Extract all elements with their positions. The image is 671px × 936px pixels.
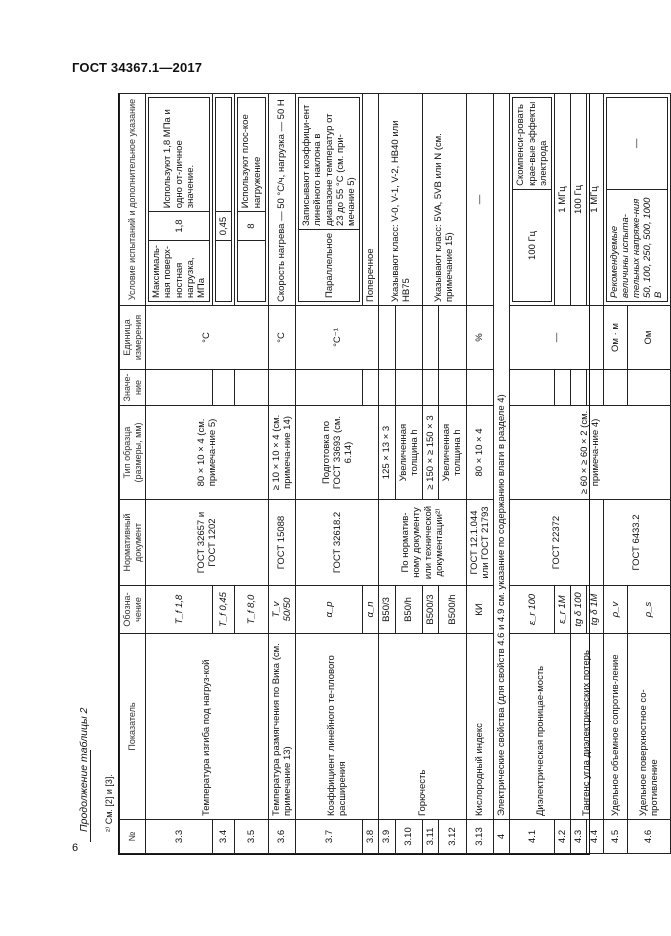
document-standard-header: ГОСТ 34367.1—2017 (72, 60, 203, 75)
designation-cell: B50/3 (379, 586, 395, 634)
value-cell (510, 370, 555, 406)
unit-cell (395, 306, 422, 370)
row-num: 3.7 (296, 820, 363, 854)
cond-note: — (606, 98, 667, 190)
table-frame (118, 93, 665, 855)
row-num: 4.1 (510, 820, 555, 854)
indicator-cell: Температура изгиба под нагруз-кой (146, 634, 269, 820)
value-cell (213, 370, 235, 406)
indicator-cell: Удельное объемное сопротив-ление (603, 634, 628, 820)
row-num: 3.13 (466, 820, 493, 854)
col-designation: Обозна-чение (120, 586, 146, 634)
footnote: ²⁾ См. [2] и [3]. (104, 774, 114, 832)
designation-cell: ρ_v (603, 586, 628, 634)
designation-cell: T_f 1,8 (146, 586, 213, 634)
value-cell (554, 370, 570, 406)
specimen-cell: ≥ 60 × ≥ 60 × 2 (см. примеча-ние 4) (510, 406, 670, 500)
row-num: 3.11 (423, 820, 439, 854)
cond-label: Максималь-ная поверх-ностная нагрузка, МПа (149, 240, 210, 301)
conditions-cell (146, 94, 213, 306)
indicator-cell: Диэлектрическая проницае-мость (510, 634, 571, 820)
unit-cell (423, 306, 439, 370)
designation-cell: B50/h (395, 586, 422, 634)
cond-frequency: 100 Гц (513, 189, 552, 301)
designation-cell: tg δ 100 (571, 586, 587, 634)
cond-value: 8 (238, 212, 265, 241)
section-row (494, 94, 510, 854)
unit-cell: — (510, 306, 603, 370)
conditions-inner (512, 97, 552, 302)
conditions-cell: 1 МГц (554, 94, 570, 306)
normative-cell: ГОСТ 22372 (510, 500, 603, 586)
conditions-inner (215, 97, 232, 302)
indicator-cell: Температура размягчения по Вика (см. примечание 13) (268, 634, 295, 820)
designation-cell: tg δ 1M (587, 586, 603, 634)
row-num: 4.6 (628, 820, 670, 854)
row-num: 3.4 (213, 820, 235, 854)
designation-cell: α_p (296, 586, 363, 634)
table-row (296, 94, 363, 854)
conditions-cell (510, 94, 555, 306)
value-cell (423, 370, 439, 406)
cond-note: Используют плос-кое нагружение (238, 98, 265, 212)
cond-direction: Параллельное (299, 229, 360, 301)
conditions-inner (237, 97, 265, 302)
specimen-cell: ≥ 10 × 10 × 4 (см. примеча-ние 14) (268, 406, 295, 500)
table-row (466, 94, 493, 854)
value-cell (268, 370, 295, 406)
conditions-inner (298, 97, 360, 302)
indicator-cell: Горючесть (379, 634, 466, 820)
designation-cell: T_f 0,45 (213, 586, 235, 634)
cond-note-blank (216, 98, 232, 212)
col-specimen: Тип образца (размеры, мм) (120, 406, 146, 500)
value-cell (439, 370, 466, 406)
table-caption: Продолжение таблицы 2 (78, 707, 90, 832)
row-num: 4.5 (603, 820, 628, 854)
specimen-cell: Увеличенная толщина h (395, 406, 422, 500)
row-num: 4.2 (554, 820, 570, 854)
row-num: 4.4 (587, 820, 603, 854)
row-num: 3.3 (146, 820, 213, 854)
table-row (146, 94, 213, 854)
col-value: Значе-ние (120, 370, 146, 406)
value-cell (146, 370, 213, 406)
value-cell (628, 370, 670, 406)
cond-note: Записывают коэффици-ент линейного наклона в диапазоне температур от 23 до 55 °С (см. при-мечание 5) (299, 98, 360, 230)
indicator-cell: Коэффициент линейного те-плового расширения (296, 634, 379, 820)
cond-label-blank (238, 240, 265, 301)
col-num: № (120, 820, 146, 854)
designation-cell: α_n (363, 586, 379, 634)
row-num: 3.6 (268, 820, 295, 854)
conditions-cell: Поперечное (363, 94, 379, 306)
normative-cell: ГОСТ 15088 (268, 500, 295, 586)
indicator-cell: Удельное поверхностное со-противление (628, 634, 670, 820)
cond-label-blank (216, 240, 232, 301)
normative-cell: ГОСТ 32657 и ГОСТ 1202 (146, 500, 269, 586)
value-cell (235, 370, 268, 406)
conditions-cell (213, 94, 235, 306)
table-row (510, 94, 555, 854)
value-cell (571, 370, 587, 406)
conditions-cell: — (466, 94, 493, 306)
cond-note: Используют 1,8 МПа и одно от-личное значение. (149, 98, 210, 212)
cond-voltages: Рекомендуемые величины испыта-тельных напряже-ния 50, 100, 250, 500, 1000 В (606, 189, 667, 301)
col-indicator: Показатель (120, 634, 146, 820)
indicator-cell: Тангенс угла диэлектрических потерь (571, 634, 603, 820)
designation-cell: T_f 8,0 (235, 586, 268, 634)
unit-cell: Ом (628, 306, 670, 370)
conditions-cell: Скорость нагрева — 50 °С/ч, нагрузка — 50 Н (268, 94, 295, 306)
conditions-cell: 1 МГц (587, 94, 603, 306)
row-num: 3.5 (235, 820, 268, 854)
row-num: 4 (494, 820, 510, 854)
value-cell (395, 370, 422, 406)
designation-cell: КИ (466, 586, 493, 634)
specimen-cell: 80 × 10 × 4 (см. примеча-ние 5) (146, 406, 269, 500)
value-cell (603, 370, 628, 406)
specimen-cell: Подготовка по ГОСТ 33693 (см. 6.14) (296, 406, 379, 500)
unit-cell: °С (146, 306, 269, 370)
designation-cell: B500/3 (423, 586, 439, 634)
unit-cell: °С (268, 306, 295, 370)
rotated-table (119, 94, 665, 854)
normative-cell: По норматив-ному документу или технической документации²⁾ (379, 500, 466, 586)
section-title: Электрические свойства (для свойств 4.6 и 4.9 см. указание по содержанию влаги в разделе 4) (494, 94, 510, 820)
cond-note: Скомпенси-ровать крае-вые эффекты электрода (513, 98, 552, 190)
value-cell (379, 370, 395, 406)
conditions-inner (148, 97, 210, 302)
specimen-cell: 80 × 10 × 4 (466, 406, 493, 500)
conditions-cell (235, 94, 268, 306)
row-num: 3.12 (439, 820, 466, 854)
page-number: 6 (72, 842, 79, 854)
row-num: 3.10 (395, 820, 422, 854)
indicator-cell: Кислородный индекс (466, 634, 493, 820)
conditions-inner (606, 97, 668, 302)
conditions-cell (296, 94, 363, 306)
conditions-cell: Указывают класс: V-0, V-1, V-2, HB40 или HB75 (379, 94, 423, 306)
table-header-row (120, 94, 146, 854)
value-cell (363, 370, 379, 406)
designation-cell: ε_r 1M (554, 586, 570, 634)
normative-cell: ГОСТ 12.1.044 или ГОСТ 21793 (466, 500, 493, 586)
specimen-cell: ≥ 150 × ≥ 150 × 3 (423, 406, 439, 500)
col-conditions: Условие испытаний и дополнительное указание (120, 94, 146, 306)
unit-cell: Ом · м (603, 306, 628, 370)
conditions-cell: Указывают класс: 5VA, 5VB или N (см. примечание 15) (423, 94, 467, 306)
specimen-cell: 125 × 13 × 3 (379, 406, 395, 500)
conditions-cell (603, 94, 670, 306)
spec-table (119, 93, 671, 854)
footnote-rule (90, 750, 91, 842)
unit-cell: % (466, 306, 493, 370)
designation-cell: ε_r 100 (510, 586, 555, 634)
designation-cell: B500/h (439, 586, 466, 634)
value-cell (466, 370, 493, 406)
col-normative: Нормативный документ (120, 500, 146, 586)
unit-cell (379, 306, 395, 370)
specimen-cell: Увеличенная толщина h (439, 406, 466, 500)
row-num: 4.3 (571, 820, 587, 854)
value-cell (296, 370, 363, 406)
cond-value: 0,45 (216, 212, 232, 241)
col-unit: Единица измерения (120, 306, 146, 370)
row-num: 3.9 (379, 820, 395, 854)
row-num: 3.8 (363, 820, 379, 854)
cond-value: 1,8 (149, 212, 210, 241)
conditions-cell: 100 Гц (571, 94, 587, 306)
normative-cell: ГОСТ 6433.2 (603, 500, 670, 586)
table-row (268, 94, 295, 854)
normative-cell: ГОСТ 32618.2 (296, 500, 379, 586)
designation-cell: ρ_s (628, 586, 670, 634)
value-cell (587, 370, 603, 406)
designation-cell: T_v 50/50 (268, 586, 295, 634)
table-row (379, 94, 395, 854)
unit-cell (439, 306, 466, 370)
unit-cell: °С⁻¹ (296, 306, 379, 370)
